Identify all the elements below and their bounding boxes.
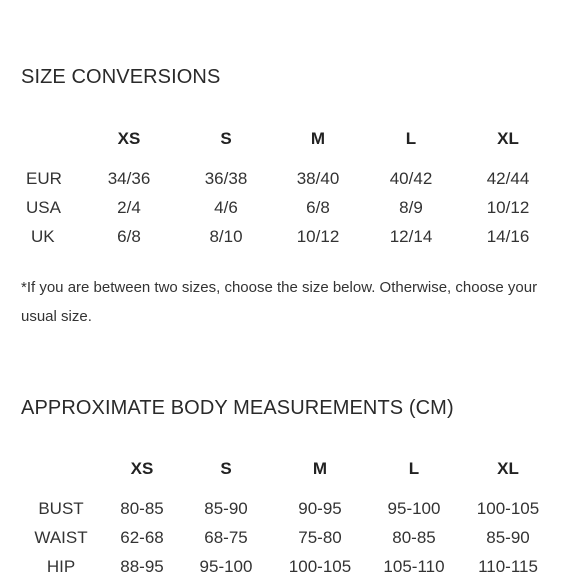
table-cell: 62-68 [120, 528, 164, 547]
column-header-s: S [220, 129, 232, 148]
table-cell: 14/16 [486, 227, 530, 246]
table-cell: 80-85 [392, 528, 436, 547]
row-label-bust: BUST [38, 499, 84, 518]
table-cell: 95-100 [387, 499, 441, 518]
table-cell: 4/6 [214, 198, 238, 217]
column-header-l: L [408, 459, 420, 478]
column-header-xs: XS [130, 459, 154, 478]
table-cell: 105-110 [383, 557, 445, 576]
table-cell: 8/10 [209, 227, 243, 246]
table-cell: 8/9 [399, 198, 423, 217]
table-cell: 90-95 [298, 499, 342, 518]
table-cell: 88-95 [120, 557, 164, 576]
column-header-xs: XS [117, 129, 141, 148]
table-cell: 75-80 [298, 528, 342, 547]
table-cell: 12/14 [389, 227, 433, 246]
table-cell: 6/8 [117, 227, 141, 246]
table-cell: 68-75 [204, 528, 248, 547]
table-cell: 40/42 [389, 169, 433, 188]
table-cell: 38/40 [296, 169, 340, 188]
table-cell: 100-105 [476, 499, 540, 518]
row-label-uk: UK [31, 227, 55, 246]
body-measurements-title: APPROXIMATE BODY MEASUREMENTS (CM) [21, 397, 454, 419]
column-header-xl: XL [497, 459, 519, 478]
column-header-l: L [405, 129, 417, 148]
table-cell: 110-115 [478, 557, 538, 576]
table-cell: 36/38 [204, 169, 248, 188]
column-header-m: M [310, 129, 326, 148]
column-header-s: S [220, 459, 232, 478]
size-note: *If you are between two sizes, choose the size below. Otherwise, choose your usual size. [21, 279, 538, 325]
table-cell: 6/8 [306, 198, 330, 217]
column-header-m: M [312, 459, 328, 478]
table-cell: 95-100 [199, 557, 253, 576]
table-cell: 80-85 [120, 499, 164, 518]
table-cell: 34/36 [107, 169, 151, 188]
table-cell: 85-90 [486, 528, 530, 547]
table-cell: 2/4 [117, 198, 141, 217]
size-conversions-title: SIZE CONVERSIONS [21, 66, 221, 88]
column-header-xl: XL [497, 129, 519, 148]
table-cell: 42/44 [486, 169, 530, 188]
table-cell: 85-90 [204, 499, 248, 518]
table-cell: 10/12 [486, 198, 530, 217]
table-cell: 100-105 [288, 557, 352, 576]
table-cell: 10/12 [296, 227, 340, 246]
row-label-eur: EUR [26, 169, 62, 188]
row-label-waist: WAIST [34, 528, 88, 547]
row-label-usa: USA [26, 198, 61, 217]
row-label-hip: HIP [46, 557, 76, 576]
